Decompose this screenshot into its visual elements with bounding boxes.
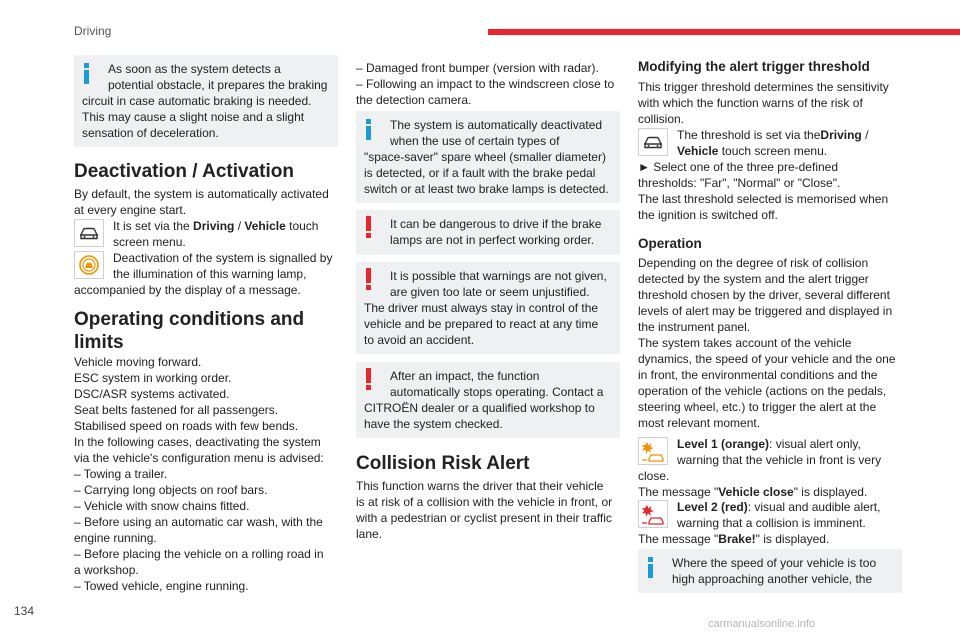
heading-operation: Operation bbox=[638, 236, 702, 251]
heading-line: Operating conditions and bbox=[74, 309, 305, 330]
note-line: is detected, or if a fault with the brake pedal bbox=[364, 166, 596, 180]
text-line: in front, the environmental conditions and the bbox=[638, 368, 878, 382]
text-line: with which the function warns of the risk of bbox=[638, 96, 863, 110]
text-line: is at risk of a collision with the vehicle in front, or bbox=[356, 495, 613, 509]
text-line: the illumination of this warning lamp, bbox=[113, 267, 307, 281]
note-line: potential obstacle, it prepares the braking bbox=[108, 78, 328, 92]
deactivation-intro bbox=[74, 186, 342, 218]
text-line: lane. bbox=[356, 527, 383, 541]
page-number: 134 bbox=[14, 604, 35, 618]
text-line: most relevant moment. bbox=[638, 416, 761, 430]
warning-note-after-impact bbox=[356, 362, 620, 438]
limits-continued bbox=[356, 60, 626, 108]
note-line: After an impact, the function bbox=[390, 369, 540, 383]
level1-alert-text bbox=[638, 436, 908, 500]
list-item: – Before placing the vehicle on a rolling road in bbox=[74, 547, 324, 561]
warning-mark-icon bbox=[362, 368, 376, 392]
info-note-braking-prepare bbox=[74, 55, 338, 147]
text-line: steering wheel, etc.) to trigger the alert at the bbox=[638, 400, 877, 414]
text-line: This trigger threshold determines the sensitivity bbox=[638, 80, 889, 94]
list-item: – Following an impact to the windscreen close to bbox=[356, 77, 615, 91]
text-span: The message " bbox=[638, 485, 719, 499]
note-line: switch or at least two brake lamps is detected. bbox=[364, 182, 609, 196]
deactivation-lamp-text bbox=[74, 250, 342, 298]
text-line: Vehicle moving forward. bbox=[74, 355, 202, 369]
note-line: when the use of certain types of bbox=[390, 134, 560, 148]
heading-deactivation-activation: Deactivation / Activation bbox=[74, 161, 294, 182]
heading-line: limits bbox=[74, 332, 124, 353]
message-brake: Brake! bbox=[718, 532, 756, 546]
menu-name-driving: Driving bbox=[193, 219, 235, 233]
operation-text bbox=[638, 255, 908, 431]
note-line: lamps are not in perfect working order. bbox=[390, 233, 595, 247]
heading-modifying-threshold: Modifying the alert trigger threshold bbox=[638, 59, 870, 74]
text-line: the instrument panel. bbox=[638, 320, 751, 334]
text-line: Seat belts fastened for all passengers. bbox=[74, 403, 279, 417]
text-line: The last threshold selected is memorised when bbox=[638, 192, 889, 206]
menu-name-vehicle: Vehicle bbox=[677, 144, 719, 158]
heading-collision-risk-alert: Collision Risk Alert bbox=[356, 453, 530, 474]
modifying-threshold-text bbox=[638, 79, 908, 127]
threshold-set-via-text bbox=[638, 127, 908, 159]
note-line: are given too late or seem unjustified. bbox=[390, 285, 590, 299]
text-line: thresholds: "Far", "Normal" or "Close". bbox=[638, 176, 841, 190]
note-line: It is possible that warnings are not given, bbox=[390, 269, 607, 283]
text-span: " is displayed. bbox=[793, 485, 868, 499]
list-item: a workshop. bbox=[74, 563, 139, 577]
info-mark-icon bbox=[80, 63, 94, 85]
list-item: the detection camera. bbox=[356, 93, 472, 107]
note-line: have the system checked. bbox=[364, 417, 503, 431]
alert-level-label: Level 1 (orange) bbox=[677, 437, 770, 451]
note-line: CITROËN dealer or a qualified workshop to bbox=[364, 401, 595, 415]
note-line: high approaching another vehicle, the bbox=[672, 572, 873, 586]
note-line: to avoid an accident. bbox=[364, 333, 475, 347]
text-line: detected by the system and the alert trigger bbox=[638, 272, 869, 286]
warning-mark-icon bbox=[362, 268, 376, 292]
list-item: – Carrying long objects on roof bars. bbox=[74, 483, 268, 497]
warning-mark-icon bbox=[362, 216, 376, 240]
heading-operating-conditions bbox=[74, 308, 354, 354]
text-line: via the vehicle's configuration menu is advised: bbox=[74, 451, 324, 465]
text-span: / bbox=[861, 128, 869, 142]
note-line: The system is automatically deactivated bbox=[390, 118, 603, 132]
list-item: – Vehicle with snow chains fitted. bbox=[74, 499, 250, 513]
note-line: Where the speed of your vehicle is too bbox=[672, 556, 877, 570]
threshold-select-text bbox=[638, 159, 908, 223]
list-item: – Towing a trailer. bbox=[74, 467, 168, 481]
text-line: threshold chosen by the driver, several different bbox=[638, 288, 890, 302]
alert-level-label: Level 2 (red) bbox=[677, 500, 748, 514]
info-mark-icon bbox=[644, 557, 658, 579]
text-line: warning that a collision is imminent. bbox=[677, 516, 866, 530]
list-item: – Damaged front bumper (version with radar). bbox=[356, 61, 599, 75]
text-line: levels of alert may be triggered and displayed in bbox=[638, 304, 893, 318]
text-line: Deactivation of the system is signalled by bbox=[113, 251, 333, 265]
text-span: " is displayed. bbox=[755, 532, 830, 546]
text-line: DSC/ASR systems activated. bbox=[74, 387, 230, 401]
note-line: The driver must always stay in control of the bbox=[364, 301, 599, 315]
text-line: dynamics, the speed of your vehicle and the one bbox=[638, 352, 896, 366]
text-span: It is set via the bbox=[113, 219, 194, 233]
text-line: screen menu. bbox=[113, 235, 186, 249]
text-line: accompanied by the display of a message. bbox=[74, 283, 301, 297]
message-vehicle-close: Vehicle close bbox=[718, 485, 794, 499]
text-line: close. bbox=[638, 469, 670, 483]
text-line: Depending on the degree of risk of collision bbox=[638, 256, 869, 270]
note-line: This may cause a slight noise and a slight bbox=[82, 110, 305, 124]
note-line: automatically stops operating. Contact a bbox=[390, 385, 604, 399]
text-span: touch screen menu. bbox=[718, 144, 828, 158]
info-note-speed-too-high bbox=[638, 549, 902, 593]
text-line: ► Select one of the three pre-defined bbox=[638, 160, 839, 174]
text-span: touch bbox=[285, 219, 319, 233]
text-line: This function warns the driver that their vehicle bbox=[356, 479, 604, 493]
operating-conditions-list bbox=[74, 354, 344, 594]
text-line: collision. bbox=[638, 112, 685, 126]
note-line: sensation of deceleration. bbox=[82, 126, 219, 140]
info-mark-icon bbox=[362, 119, 376, 141]
info-note-auto-deactivation bbox=[356, 111, 620, 203]
text-line: Stabilised speed on roads with few bends. bbox=[74, 419, 299, 433]
watermark: carmanualsonline.info bbox=[708, 618, 816, 630]
text-line: with a pedestrian or cyclist present in their traffic bbox=[356, 511, 612, 525]
menu-name-vehicle: Vehicle bbox=[244, 219, 286, 233]
text-span: The threshold is set via the bbox=[677, 128, 821, 142]
note-line: vehicle and be prepared to react at any time bbox=[364, 317, 599, 331]
text-line: the ignition is switched off. bbox=[638, 208, 778, 222]
note-line: "space-saver" spare wheel (smaller diameter) bbox=[364, 150, 606, 164]
text-line: at every engine start. bbox=[74, 203, 187, 217]
list-item: – Towed vehicle, engine running. bbox=[74, 579, 249, 593]
text-span: The message " bbox=[638, 532, 719, 546]
list-item: – Before using an automatic car wash, with the bbox=[74, 515, 323, 529]
text-line: In the following cases, deactivating the system bbox=[74, 435, 321, 449]
text-span: : visual and audible alert, bbox=[747, 500, 881, 514]
note-line: circuit in case automatic braking is needed. bbox=[82, 94, 312, 108]
header-accent-bar bbox=[488, 29, 960, 35]
menu-name-driving: Driving bbox=[820, 128, 862, 142]
warning-note-driver-control bbox=[356, 262, 620, 354]
text-line: The system takes account of the vehicle bbox=[638, 336, 852, 350]
text-line: warning that the vehicle in front is very bbox=[677, 453, 882, 467]
note-line: It can be dangerous to drive if the brake bbox=[390, 217, 602, 231]
collision-risk-alert-text bbox=[356, 478, 626, 542]
warning-note-brake-lamps bbox=[356, 210, 620, 255]
note-line: As soon as the system detects a bbox=[108, 62, 281, 76]
deactivation-set-via-text bbox=[74, 218, 342, 250]
text-span: / bbox=[234, 219, 245, 233]
header-section-title: Driving bbox=[74, 24, 112, 38]
text-line: operation of the vehicle (actions on the pedals, bbox=[638, 384, 887, 398]
level2-alert-text bbox=[638, 499, 908, 547]
text-span: : visual alert only, bbox=[769, 437, 861, 451]
list-item: engine running. bbox=[74, 531, 157, 545]
text-line: By default, the system is automatically activated bbox=[74, 187, 329, 201]
text-line: ESC system in working order. bbox=[74, 371, 232, 385]
